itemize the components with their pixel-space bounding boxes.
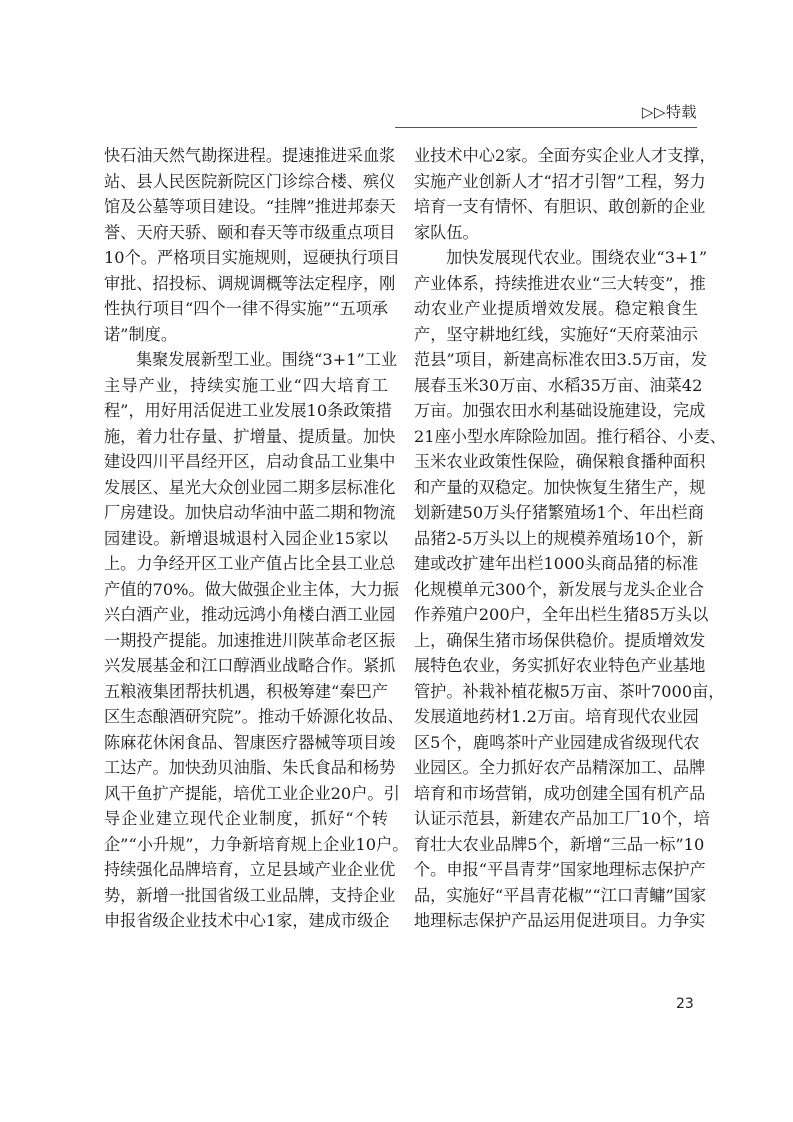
text-line: 品猪2-5万头以上的规模养殖场10个，新 xyxy=(414,528,704,548)
text-line: 地理标志保护产品运用促进项目。力争实 xyxy=(414,911,706,930)
text-line: 企”“小升规”，力争新培育规上企业10户。 xyxy=(104,834,409,854)
paragraph xyxy=(414,143,716,245)
text-line: 陈麻花休闲食品、智康医疗器械等项目竣 xyxy=(104,732,396,752)
text-line: 厂房建设。加快启动华油中蓝二期和物流 xyxy=(104,503,396,522)
left-column xyxy=(104,143,409,934)
text-line: 诺”制度。 xyxy=(104,324,178,344)
text-line: 产，坚守耕地红线，实施好“天府菜油示 xyxy=(414,324,698,344)
text-line: 个。申报“平昌青芽”国家地理标志保护产 xyxy=(414,860,706,879)
text-line: 兴白酒产业，推动远鸿小角楼白酒工业园 xyxy=(104,605,396,624)
text-line: 作养殖户200户，全年出栏生猪85万头以 xyxy=(414,605,709,624)
text-line: 培育和市场营销，成功创建全国有机产品 xyxy=(414,783,706,803)
text-line: 产业体系，持续推进农业“三大转变”，推 xyxy=(414,273,706,293)
text-line: 集聚发展新型工业。围绕“3+1”工业 xyxy=(136,350,398,369)
text-line: 10个。严格项目实施规则，逗硬执行项目 xyxy=(104,248,400,267)
text-line: 区5个，鹿鸣茶叶产业园建成省级现代农 xyxy=(414,732,700,752)
text-line: 工达产。加快劲贝油脂、朱氏食品和杨势 xyxy=(104,758,396,777)
text-line: 发展区、星光大众创业园二期多层标准化 xyxy=(104,477,396,497)
right-column xyxy=(414,143,726,934)
text-line: 发展道地药材1.2万亩。培育现代农业园 xyxy=(414,707,699,726)
section-header: ▷▷特载 xyxy=(641,103,697,121)
text-line: 实施产业创新人才“招才引智”工程，努力 xyxy=(414,171,706,191)
text-line: 展特色农业，务实抓好农业特色产业基地 xyxy=(414,656,706,675)
text-line: 持续强化品牌培育，立足县域产业企业优 xyxy=(104,860,396,879)
text-line: 誉、天府天骄、颐和春天等市级重点项目 xyxy=(104,222,396,242)
text-line: 馆及公墓等项目建设。“挂牌”推进邦泰天 xyxy=(104,197,396,216)
text-line: 施，着力壮存量、扩增量、提质量。加快 xyxy=(104,426,396,446)
text-line: 和产量的双稳定。加快恢复生猪生产，规 xyxy=(414,477,706,497)
text-line: 划新建50万头仔猪繁殖场1个、年出栏商 xyxy=(414,503,704,522)
text-line: 主导产业，持续实施工业“四大培育工 xyxy=(104,375,388,395)
text-line: 展春玉米30万亩、水稻35万亩、油菜42 xyxy=(414,375,703,395)
text-line: 范县”项目，新建高标准农田3.5万亩，发 xyxy=(414,350,708,369)
text-line: 快石油天然气勘探进程。提速推进采血浆 xyxy=(104,146,396,165)
text-line: 上。力争经开区工业产值占比全县工业总 xyxy=(104,554,396,573)
text-line: 培育一支有情怀、有胆识、敢创新的企业 xyxy=(414,197,706,216)
text-line: 玉米农业政策性保险，确保粮食播种面积 xyxy=(414,452,706,471)
text-line: 导企业建立现代企业制度，抓好“个转 xyxy=(104,809,388,828)
text-line: 加快发展现代农业。围绕农业“3+1” xyxy=(446,248,708,267)
text-line: 程”，用好用活促进工业发展10条政策措 xyxy=(104,401,392,420)
text-line: 性执行项目“四个一律不得实施”“五项承 xyxy=(104,299,388,318)
text-line: 业园区。全力抓好农产品精深加工、品牌 xyxy=(414,758,706,777)
text-line: 品，实施好“平昌青花椒”“江口青鳙”国家 xyxy=(414,885,707,905)
header-rule xyxy=(395,127,697,128)
text-line: 势，新增一批国省级工业品牌，支持企业 xyxy=(104,885,396,905)
text-line: 风干鱼扩产提能，培优工业企业20户。引 xyxy=(104,783,400,803)
text-line: 管护。补栽补植花椒5万亩、茶叶7000亩， xyxy=(414,681,725,701)
text-line: 一期投产提能。加速推进川陕革命老区振 xyxy=(104,630,396,650)
text-line: 认证示范县，新建农产品加工厂10个，培 xyxy=(414,809,710,828)
text-line: 21座小型水库除险加固。推行稻谷、小麦、 xyxy=(414,426,726,446)
text-line: 站、县人民医院新院区门诊综合楼、殡仪 xyxy=(104,171,396,191)
text-line: 建设四川平昌经开区，启动食品工业集中 xyxy=(104,452,396,471)
text-line: 五粮液集团帮扶机遇，积极筹建“秦巴产 xyxy=(104,681,388,701)
page-number: 23 xyxy=(676,996,694,1012)
text-line: 业技术中心2家。全面夯实企业人才支撑， xyxy=(414,146,716,165)
text-line: 万亩。加强农田水利基础设施建设，完成 xyxy=(414,401,706,420)
text-line: 兴发展基金和江口醇酒业战略合作。紧抓 xyxy=(104,656,396,675)
text-line: 建或改扩建年出栏1000头商品猪的标准 xyxy=(414,554,699,573)
text-line: 园建设。新增退城退村入园企业15家以 xyxy=(104,528,388,548)
text-line: 育壮大农业品牌5个，新增“三品一标”10 xyxy=(414,834,705,854)
text-line: 化规模单元300个，新发展与龙头企业合 xyxy=(414,579,704,599)
text-line: 家队伍。 xyxy=(414,222,479,242)
text-line: 动农业产业提质增效发展。稳定粮食生 xyxy=(414,299,698,318)
text-line: 申报省级企业技术中心1家，建成市级企 xyxy=(104,911,390,930)
text-line: 审批、招投标、调规调概等法定程序，刚 xyxy=(104,273,396,293)
paragraph xyxy=(104,347,409,934)
paragraph xyxy=(104,143,400,347)
text-line: 上，确保生猪市场保供稳价。提质增效发 xyxy=(414,630,706,650)
text-line: 区生态酿酒研究院”。推动千娇源化妆品、 xyxy=(104,707,404,726)
text-line: 产值的70%。做大做强企业主体，大力振 xyxy=(104,579,399,599)
paragraph xyxy=(414,245,726,934)
